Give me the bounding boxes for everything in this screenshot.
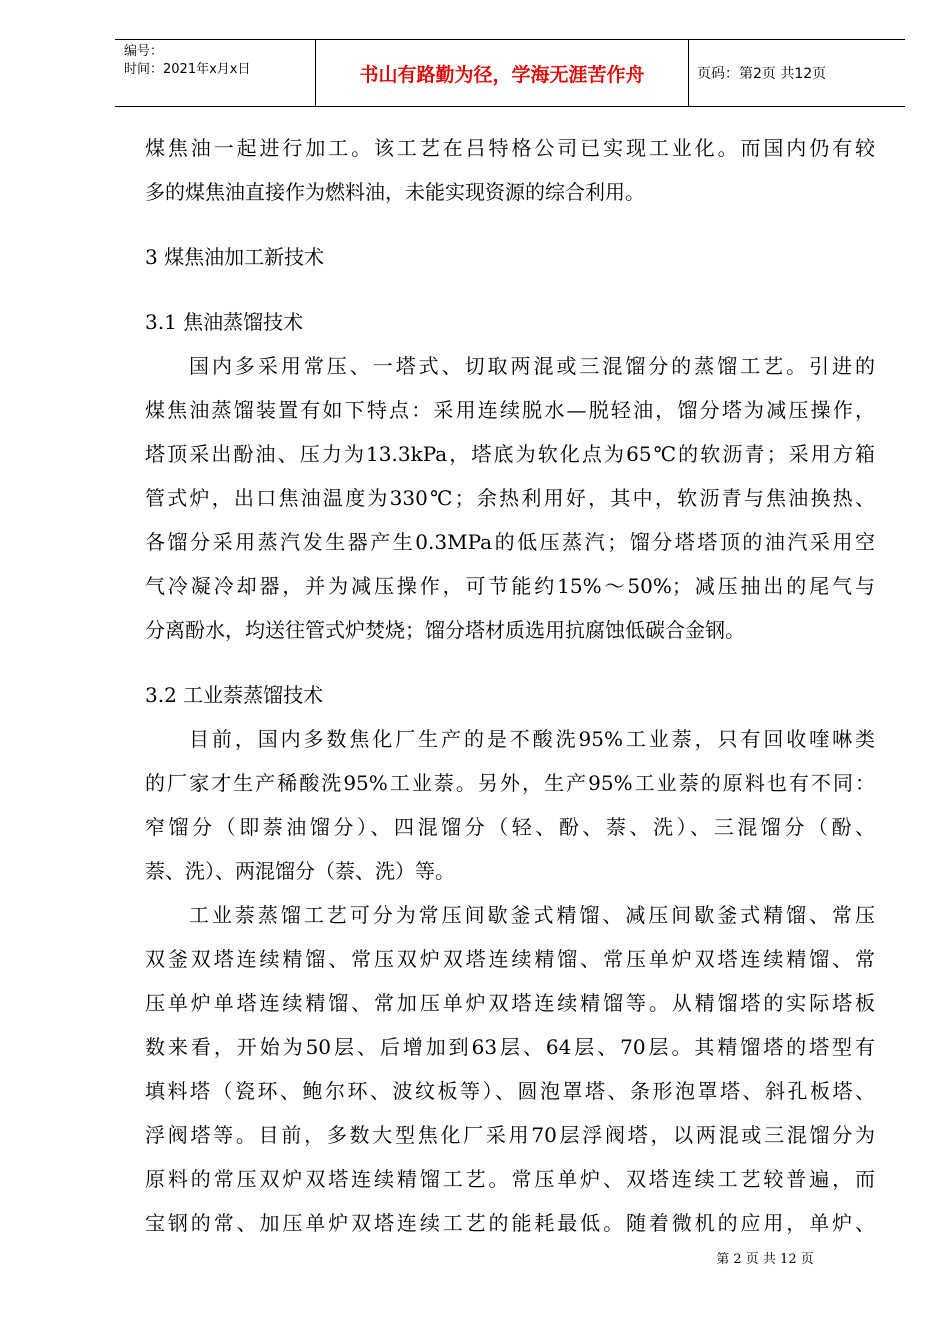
header-motto: 书山有路勤为径，学海无涯苦作舟: [316, 40, 689, 106]
time-label: 时间：2021年x月x日: [124, 62, 251, 77]
paragraph-line: 塔顶采出酚油、压力为13.3kPa，塔底为软化点为65℃的软沥青；采用方箱: [145, 442, 875, 466]
document-body: [145, 126, 875, 1245]
paragraph-line: 原料的常压双炉双塔连续精馏工艺。常压单炉、双塔连续工艺较普遍，而: [145, 1167, 875, 1191]
intro-line: 煤焦油一起进行加工。该工艺在吕特格公司已实现工业化。而国内仍有较: [145, 136, 875, 160]
page-header: [115, 39, 905, 107]
section-3-2-heading: 3.2 工业萘蒸馏技术: [145, 683, 324, 707]
header-page-info: 页码：第2页 共12页: [697, 66, 827, 82]
paragraph-line: 数来看，开始为50层、后增加到63层、64层、70层。其精馏塔的塔型有: [145, 1035, 875, 1059]
paragraph-line: 目前，国内多数焦化厂生产的是不酸洗95%工业萘，只有回收喹啉类: [189, 727, 875, 751]
paragraph-line: 国内多采用常压、一塔式、切取两混或三混馏分的蒸馏工艺。引进的: [189, 354, 875, 378]
paragraph-line: 宝钢的常、加压单炉双塔连续工艺的能耗最低。随着微机的应用，单炉、: [145, 1211, 875, 1235]
section-3-1-heading: 3.1 焦油蒸馏技术: [145, 310, 304, 334]
paragraph-line: 的厂家才生产稀酸洗95%工业萘。另外，生产95%工业萘的原料也有不同：: [145, 771, 875, 795]
intro-line: 多的煤焦油直接作为燃料油，未能实现资源的综合利用。: [145, 180, 645, 204]
page-footer: [0, 1248, 950, 1267]
paragraph-line: 煤焦油蒸馏装置有如下特点：采用连续脱水—脱轻油，馏分塔为减压操作，: [145, 398, 875, 422]
paragraph-line: 管式炉，出口焦油温度为330℃；余热利用好，其中，软沥青与焦油换热、: [145, 486, 875, 510]
paragraph-line: 分离酚水，均送往管式炉焚烧；馏分塔材质选用抗腐蚀低碳合金钢。: [145, 618, 745, 642]
section-3-heading: 3 煤焦油加工新技术: [145, 245, 325, 269]
paragraph-line: 填料塔（瓷环、鲍尔环、波纹板等）、圆泡罩塔、条形泡罩塔、斜孔板塔、: [145, 1079, 875, 1103]
footer-page-number: 第 2 页 共 12 页: [716, 1252, 814, 1267]
paragraph-line: 浮阀塔等。目前，多数大型焦化厂采用70层浮阀塔，以两混或三混馏分为: [145, 1123, 875, 1147]
paragraph-line: 双釜双塔连续精馏、常压双炉双塔连续精馏、常压单炉双塔连续精馏、常: [145, 947, 875, 971]
paragraph-line: 萘、洗）、两混馏分（萘、洗）等。: [145, 859, 455, 883]
paragraph-line: 窄馏分（即萘油馏分）、四混馏分（轻、酚、萘、洗）、三混馏分（酚、: [145, 815, 875, 839]
paragraph-line: 工业萘蒸馏工艺可分为常压间歇釜式精馏、减压间歇釜式精馏、常压: [189, 903, 875, 927]
paragraph-line: 压单炉单塔连续精馏、常加压单炉双塔连续精馏等。从精馏塔的实际塔板: [145, 991, 875, 1015]
number-label: 编号：: [124, 44, 164, 59]
header-meta: [115, 40, 316, 106]
paragraph-line: 气冷凝冷却器，并为减压操作，可节能约15%～50%；减压抽出的尾气与: [145, 574, 875, 598]
paragraph-line: 各馏分采用蒸汽发生器产生0.3MPa的低压蒸汽；馏分塔塔顶的油汽采用空: [145, 530, 875, 554]
